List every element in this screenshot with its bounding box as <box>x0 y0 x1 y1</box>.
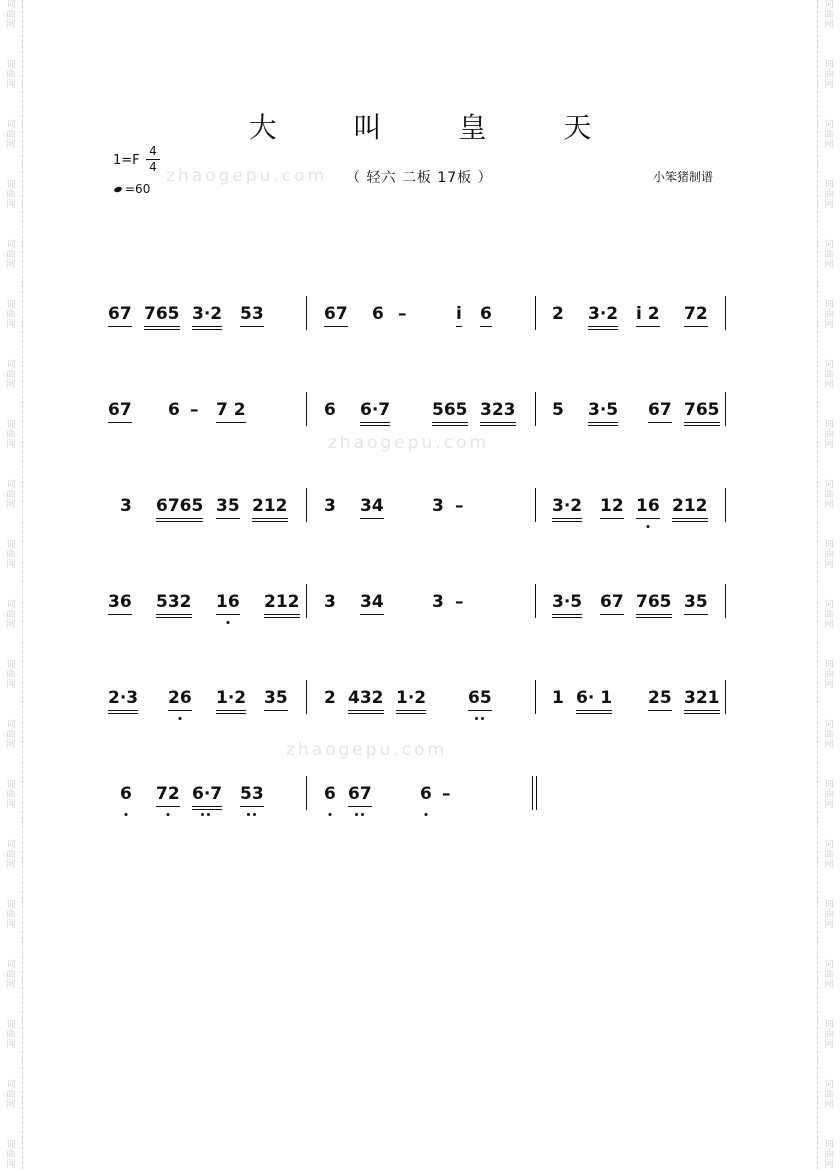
note-group: 3·5 <box>552 590 582 618</box>
note-group: 34 <box>360 590 384 615</box>
note-group: 36 <box>108 590 132 615</box>
barline <box>306 488 307 522</box>
dash: – <box>455 592 464 612</box>
note-group: 6· 1 <box>576 686 612 714</box>
side-watermark: 词 曲 网 <box>6 180 16 210</box>
note-group: 5 <box>552 400 564 420</box>
side-watermark: 词 曲 网 <box>6 360 16 390</box>
side-watermark: 词 曲 网 <box>6 720 16 750</box>
side-watermark: 词 曲 网 <box>6 60 16 90</box>
quarter-note-icon <box>113 186 122 193</box>
side-watermark: 词 曲 网 <box>6 480 16 510</box>
barline <box>306 584 307 618</box>
side-watermark: 词 曲 网 <box>6 900 16 930</box>
note-group: 432 <box>348 686 384 714</box>
side-watermark: 词 曲 网 <box>824 480 834 510</box>
side-watermark: 词 曲 网 <box>6 300 16 330</box>
note-group: 35 <box>216 494 240 519</box>
score-row-2 <box>0 398 840 438</box>
note-group: 6 <box>168 400 180 420</box>
side-watermark: 词 曲 网 <box>824 600 834 630</box>
side-watermark: 词 曲 网 <box>6 660 16 690</box>
note-group: 765 <box>636 590 672 618</box>
note-group: 6·7 <box>192 782 222 810</box>
side-watermark: 词 曲 网 <box>6 780 16 810</box>
dash: – <box>455 496 464 516</box>
watermark-text: zhaogepu.com <box>328 433 490 453</box>
note-group: 35 <box>684 590 708 615</box>
barline <box>306 776 307 810</box>
author-credit: 小笨猪制谱 <box>653 170 714 184</box>
note-group: 323 <box>480 398 516 426</box>
note-group: 3·2 <box>552 494 582 522</box>
side-watermark: 词 曲 网 <box>824 360 834 390</box>
side-watermark: 词 曲 网 <box>6 240 16 270</box>
side-watermark: 词 曲 网 <box>824 60 834 90</box>
barline <box>725 392 726 426</box>
barline <box>535 392 536 426</box>
note-group: 3·2 <box>192 302 222 330</box>
note-group: 34 <box>360 494 384 519</box>
side-watermark: 词 曲 网 <box>824 300 834 330</box>
note-group: 6 <box>324 784 336 804</box>
note-group: 321 <box>684 686 720 714</box>
note-group: 35 <box>264 686 288 711</box>
note-group: 3·2 <box>588 302 618 330</box>
side-watermark: 词 曲 网 <box>824 720 834 750</box>
note-group: 565 <box>432 398 468 426</box>
watermark-text: zhaogepu.com <box>286 740 448 760</box>
dash: – <box>398 304 407 324</box>
note-group: 67 <box>348 782 372 807</box>
side-watermark: 词 曲 网 <box>6 1020 16 1050</box>
barline <box>535 488 536 522</box>
side-watermark: 词 曲 网 <box>6 600 16 630</box>
note-group: 6 <box>120 784 132 804</box>
note-group: 212 <box>252 494 288 522</box>
note-group: 1 <box>552 688 564 708</box>
side-watermark: 词 曲 网 <box>824 0 834 30</box>
note-group: 2 <box>552 304 564 324</box>
final-barline <box>532 776 537 810</box>
note-group: 67 <box>324 302 348 327</box>
barline <box>725 584 726 618</box>
note-group: 7 2 <box>216 398 246 423</box>
note-group: 1·2 <box>216 686 246 714</box>
time-bottom: 4 <box>149 160 157 174</box>
side-watermark: 词 曲 网 <box>6 0 16 30</box>
watermark-text: zhaogepu.com <box>166 166 328 186</box>
side-watermark: 词 曲 网 <box>6 120 16 150</box>
note-group: 6·7 <box>360 398 390 426</box>
subtitle: （ 轻六 二板 17板 ） <box>346 170 493 186</box>
side-watermark: 词 曲 网 <box>6 1080 16 1110</box>
side-watermark: 词 曲 网 <box>824 780 834 810</box>
page-title: 大 叫 皇 天 <box>248 111 626 144</box>
score-row-3 <box>0 494 840 534</box>
note-group: 6 <box>480 302 492 327</box>
note-group: 3 <box>432 496 444 516</box>
note-group: 6765 <box>156 494 203 522</box>
side-watermark: 词 曲 网 <box>6 420 16 450</box>
dash: – <box>190 400 199 420</box>
side-watermark: 词 曲 网 <box>6 540 16 570</box>
note-group: 2 <box>324 688 336 708</box>
score-row-5 <box>0 686 840 726</box>
side-watermark: 词 曲 网 <box>824 240 834 270</box>
note-group: 72 <box>684 302 708 327</box>
note-group: 6 <box>324 400 336 420</box>
note-group: 53 <box>240 302 264 327</box>
side-watermark: 词 曲 网 <box>824 120 834 150</box>
note-group: 67 <box>108 302 132 327</box>
barline <box>306 296 307 330</box>
note-group: 72 <box>156 782 180 807</box>
tempo-marking <box>114 182 150 196</box>
barline <box>725 296 726 330</box>
note-group: 212 <box>672 494 708 522</box>
side-watermark: 词 曲 网 <box>824 960 834 990</box>
side-watermark: 词 曲 网 <box>824 840 834 870</box>
note-group: 67 <box>648 398 672 423</box>
side-watermark: 词 曲 网 <box>824 1020 834 1050</box>
note-group: 3 <box>120 496 132 516</box>
key-signature: 1=F <box>113 153 140 168</box>
side-watermark: 词 曲 网 <box>6 1140 16 1170</box>
side-watermark: 词 曲 网 <box>6 960 16 990</box>
note-group: 6 <box>372 304 384 324</box>
dash: – <box>442 784 451 804</box>
score-row-1 <box>0 302 840 342</box>
time-signature <box>146 145 160 174</box>
note-group: 65 <box>468 686 492 711</box>
note-group: 26 <box>168 686 192 711</box>
barline <box>725 680 726 714</box>
note-group: 6 <box>420 784 432 804</box>
note-group: 3·5 <box>588 398 618 426</box>
note-group: 16 <box>636 494 660 519</box>
time-top: 4 <box>149 144 157 158</box>
side-watermark: 词 曲 网 <box>824 180 834 210</box>
note-group: 67 <box>600 590 624 615</box>
note-group: 67 <box>108 398 132 423</box>
side-watermark: 词 曲 网 <box>824 660 834 690</box>
note-group: 3 <box>432 592 444 612</box>
score-row-6 <box>0 782 840 822</box>
side-watermark: 词 曲 网 <box>824 1080 834 1110</box>
barline <box>535 296 536 330</box>
tempo-value: =60 <box>125 182 151 196</box>
note-group: 25 <box>648 686 672 711</box>
note-group: i 2 <box>636 302 660 327</box>
note-group: 3 <box>324 592 336 612</box>
note-group: 53 <box>240 782 264 807</box>
note-group: 3 <box>324 496 336 516</box>
side-watermark: 词 曲 网 <box>6 840 16 870</box>
note-group: 16 <box>216 590 240 615</box>
note-group: 12 <box>600 494 624 519</box>
side-watermark: 词 曲 网 <box>824 420 834 450</box>
note-group: 212 <box>264 590 300 618</box>
note-group: 1·2 <box>396 686 426 714</box>
barline <box>725 488 726 522</box>
side-watermark: 词 曲 网 <box>824 900 834 930</box>
note-group: 765 <box>684 398 720 426</box>
note-group: 2·3 <box>108 686 138 714</box>
side-watermark: 词 曲 网 <box>824 1140 834 1170</box>
left-watermark-strip <box>0 0 23 1169</box>
barline <box>535 584 536 618</box>
barline <box>306 680 307 714</box>
score-row-4 <box>0 590 840 630</box>
note-group: 532 <box>156 590 192 618</box>
side-watermark: 词 曲 网 <box>824 540 834 570</box>
note-group: 765 <box>144 302 180 330</box>
note-group: i <box>456 302 462 327</box>
barline <box>535 680 536 714</box>
barline <box>306 392 307 426</box>
right-watermark-strip <box>817 0 840 1169</box>
